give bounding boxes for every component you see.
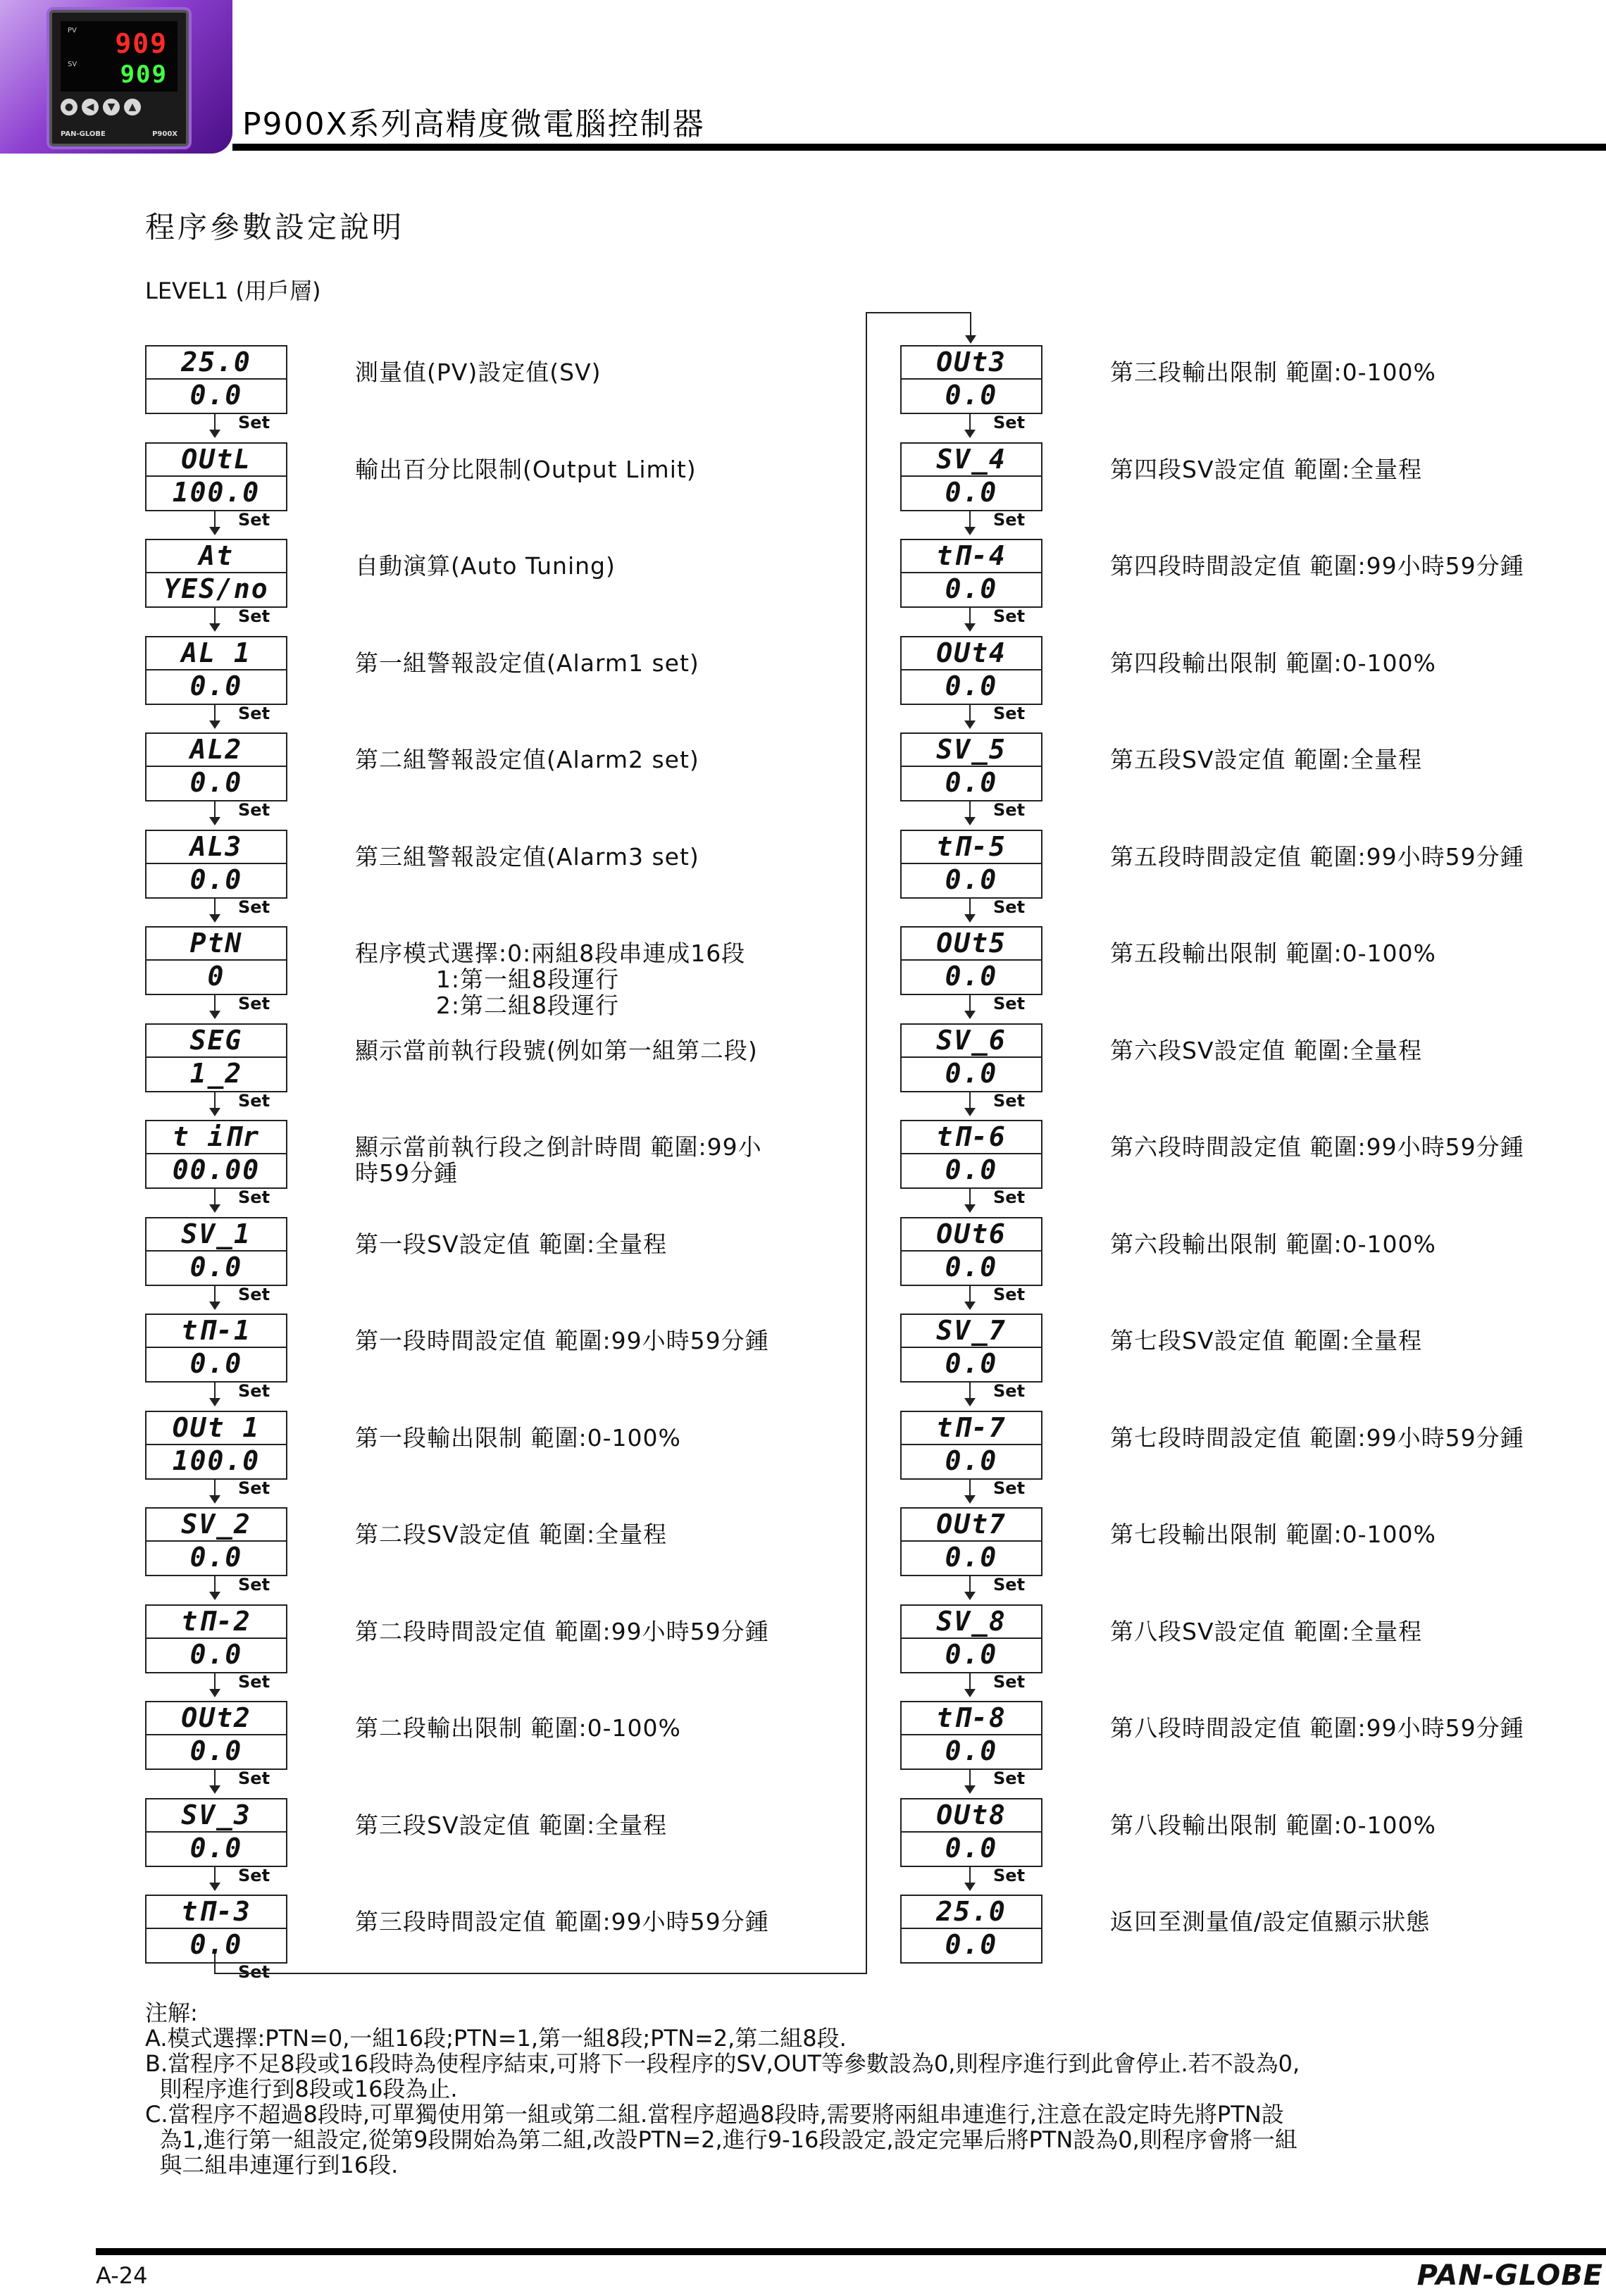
set-key-label: Set xyxy=(993,1768,1026,1788)
set-key-label: Set xyxy=(238,1478,270,1498)
set-key-label: Set xyxy=(238,413,270,432)
display-value: 0.0 xyxy=(945,1735,998,1766)
display-value: 0.0 xyxy=(945,1154,998,1185)
display-value: 100.0 xyxy=(172,476,261,508)
set-key-label: Set xyxy=(238,1284,270,1304)
display-value: 0.0 xyxy=(945,573,998,604)
set-key-label: Set xyxy=(993,897,1026,917)
display-value: 0.0 xyxy=(189,670,243,701)
display-parameter: OUt4 xyxy=(902,637,1041,670)
display-value: 0.0 xyxy=(945,1445,998,1476)
pv-label: PV xyxy=(68,27,77,35)
step-description: 第三組警報設定值(Alarm3 set) xyxy=(355,842,699,871)
display-value: 0.0 xyxy=(189,1348,243,1379)
step-description: 程序模式選擇:0:兩組8段串連成16段 1:第一組8段運行 2:第二組8段運行 xyxy=(355,940,746,1019)
sv-value: 909 xyxy=(120,61,168,89)
display-value: 0.0 xyxy=(189,1638,243,1670)
display-value: 0.0 xyxy=(189,380,243,411)
display-value: 0.0 xyxy=(945,1638,998,1670)
step-description: 顯示當前執行段號(例如第一組第二段) xyxy=(355,1036,758,1064)
set-key-label: Set xyxy=(993,1090,1026,1111)
step-description: 第二段SV設定值 範圍:全量程 xyxy=(355,1521,668,1548)
document-title: P900X系列高精度微電腦控制器 xyxy=(242,106,705,142)
display-value: 0.0 xyxy=(945,1057,998,1089)
footer-rule xyxy=(96,2248,1606,2255)
display-parameter: SV_2 xyxy=(147,1509,286,1542)
display-parameter: OUt7 xyxy=(902,1509,1041,1542)
notes-lines xyxy=(145,2026,1300,2178)
set-key-icon: ● xyxy=(61,99,77,116)
step-description: 第七段輸出限制 範圍:0-100% xyxy=(1110,1521,1436,1548)
display-parameter: tΠ-3 xyxy=(147,1896,286,1929)
sv-label: SV xyxy=(68,61,77,68)
step-description: 第五段時間設定值 範圍:99小時59分鍾 xyxy=(1110,842,1524,871)
set-key-label: Set xyxy=(993,1381,1026,1401)
set-key-label: Set xyxy=(238,509,270,530)
display-parameter: tΠ-5 xyxy=(902,831,1041,864)
display-value: YES/no xyxy=(163,573,269,604)
device-brand: PAN-GLOBE xyxy=(61,130,106,138)
notes-block xyxy=(145,2000,1300,2178)
display-parameter: OUt2 xyxy=(147,1702,286,1735)
display-parameter: AL 1 xyxy=(147,637,286,670)
display-value: 0.0 xyxy=(945,1348,998,1379)
step-description: 第四段SV設定值 範圍:全量程 xyxy=(1110,455,1423,483)
step-description: 第六段時間設定值 範圍:99小時59分鍾 xyxy=(1110,1133,1524,1161)
display-value: 0.0 xyxy=(945,961,998,992)
set-key-label: Set xyxy=(238,897,270,917)
step-description: 第四段時間設定值 範圍:99小時59分鍾 xyxy=(1110,552,1524,580)
display-value: 0.0 xyxy=(189,1929,243,1960)
section-title: 程序參數設定說明 xyxy=(145,210,405,244)
set-key-label: Set xyxy=(993,413,1026,432)
display-parameter: tΠ-2 xyxy=(147,1606,286,1639)
display-parameter: OUt5 xyxy=(902,928,1041,961)
page-number: A-24 xyxy=(96,2262,148,2289)
set-key-label: Set xyxy=(238,703,270,723)
display-value: 0.0 xyxy=(945,380,998,411)
display-value: 0.0 xyxy=(945,1832,998,1864)
display-value: 0.0 xyxy=(945,767,998,798)
display-value: 0.0 xyxy=(945,1929,998,1960)
set-key-label: Set xyxy=(238,1768,270,1788)
display-parameter: OUt3 xyxy=(902,347,1041,380)
display-value: 0.0 xyxy=(189,1542,243,1573)
display-parameter: SV_7 xyxy=(902,1315,1041,1348)
set-key-label: Set xyxy=(993,1478,1026,1498)
set-key-label: Set xyxy=(993,606,1026,626)
step-description: 第四段輸出限制 範圍:0-100% xyxy=(1110,649,1436,677)
step-description: 第二段輸出限制 範圍:0-100% xyxy=(355,1714,681,1742)
set-key-label: Set xyxy=(238,606,270,626)
display-parameter: tΠ-4 xyxy=(902,540,1041,573)
display-parameter: SV_8 xyxy=(902,1606,1041,1639)
display-value: 0.0 xyxy=(189,1251,243,1283)
step-description: 第六段SV設定值 範圍:全量程 xyxy=(1110,1036,1423,1064)
display-parameter: SV_1 xyxy=(147,1218,286,1252)
step-description: 第一段輸出限制 範圍:0-100% xyxy=(355,1423,681,1452)
step-description: 第八段輸出限制 範圍:0-100% xyxy=(1110,1811,1436,1839)
display-value: 0.0 xyxy=(189,863,243,895)
step-description: 測量值(PV)設定值(SV) xyxy=(355,358,602,386)
up-key-icon: ▲ xyxy=(124,99,141,116)
step-description: 第六段輸出限制 範圍:0-100% xyxy=(1110,1230,1436,1258)
display-value: 1_2 xyxy=(189,1057,243,1089)
set-key-label: Set xyxy=(993,703,1026,723)
step-description: 第五段輸出限制 範圍:0-100% xyxy=(1110,940,1436,967)
display-value: 0.0 xyxy=(189,1832,243,1864)
step-description: 第七段SV設定值 範圍:全量程 xyxy=(1110,1327,1423,1354)
display-parameter: OUt8 xyxy=(902,1799,1041,1833)
display-parameter: At xyxy=(147,540,286,573)
note-line: B.當程序不足8段或16段時為使程序結束,可將下一段程序的SV,OUT等參數設為0,則程序進行到此會停止.若不設為0, xyxy=(145,2050,1300,2077)
step-description: 第三段時間設定值 範圍:99小時59分鍾 xyxy=(355,1908,769,1935)
display-value: 0 xyxy=(207,961,225,992)
connector-arrow xyxy=(965,335,976,344)
connector-line xyxy=(215,313,971,1973)
device-model: P900X xyxy=(152,130,178,138)
set-key-label: Set xyxy=(993,509,1026,530)
display-parameter: 25.0 xyxy=(902,1896,1041,1929)
down-key-icon: ▼ xyxy=(103,99,120,116)
step-description: 第一段SV設定值 範圍:全量程 xyxy=(355,1230,668,1258)
set-key-label: Set xyxy=(993,800,1026,820)
footer-brand-logo: PAN-GLOBE xyxy=(1417,2259,1603,2292)
step-description: 自動演算(Auto Tuning) xyxy=(355,552,616,580)
step-description: 第二段時間設定值 範圍:99小時59分鍾 xyxy=(355,1617,769,1645)
display-parameter: tΠ-6 xyxy=(902,1121,1041,1154)
step-description: 顯示當前執行段之倒計時間 範圍:99小 時59分鍾 xyxy=(355,1133,762,1187)
set-key-label: Set xyxy=(238,1187,270,1207)
display-parameter: SV_5 xyxy=(902,734,1041,767)
display-value: 0.0 xyxy=(189,1735,243,1766)
display-parameter: AL2 xyxy=(147,734,286,767)
display-parameter: SEG xyxy=(147,1025,286,1058)
set-key-label: Set xyxy=(993,1575,1026,1595)
display-value: 0.0 xyxy=(945,1542,998,1573)
set-key-label: Set xyxy=(238,1671,270,1692)
set-key-label: Set xyxy=(238,994,270,1013)
set-key-label: Set xyxy=(993,1284,1026,1304)
set-key-label: Set xyxy=(238,1962,270,1982)
pv-value: 909 xyxy=(115,28,168,59)
display-parameter: 25.0 xyxy=(147,347,286,380)
display-value: 0.0 xyxy=(945,670,998,701)
display-parameter: tΠ-1 xyxy=(147,1315,286,1348)
step-description: 第三段SV設定值 範圍:全量程 xyxy=(355,1811,668,1839)
step-description: 第三段輸出限制 範圍:0-100% xyxy=(1110,358,1436,386)
set-key-label: Set xyxy=(238,1090,270,1111)
display-parameter: SV_3 xyxy=(147,1799,286,1833)
set-key-label: Set xyxy=(993,1671,1026,1692)
step-description: 第七段時間設定值 範圍:99小時59分鍾 xyxy=(1110,1423,1524,1452)
shift-key-icon: ◀ xyxy=(82,99,99,116)
display-parameter: OUt6 xyxy=(902,1218,1041,1252)
display-value: 0.0 xyxy=(945,1251,998,1283)
note-line: 則程序進行到8段或16段為止. xyxy=(145,2076,458,2102)
step-description: 第一段時間設定值 範圍:99小時59分鍾 xyxy=(355,1327,769,1354)
set-key-label: Set xyxy=(238,1381,270,1401)
set-key-label: Set xyxy=(993,1865,1026,1885)
display-parameter: OUt 1 xyxy=(147,1412,286,1445)
set-key-label: Set xyxy=(238,1865,270,1885)
step-description: 第一組警報設定值(Alarm1 set) xyxy=(355,649,699,677)
display-parameter: OUtL xyxy=(147,444,286,477)
step-description: 第五段SV設定值 範圍:全量程 xyxy=(1110,746,1423,773)
display-parameter: tΠ-7 xyxy=(902,1412,1041,1445)
display-parameter: SV_6 xyxy=(902,1025,1041,1058)
note-line: A.模式選擇:PTN=0,一組16段;PTN=1,第一組8段;PTN=2,第二組8段. xyxy=(145,2025,847,2052)
display-value: 00.00 xyxy=(172,1154,261,1185)
display-parameter: tΠ-8 xyxy=(902,1702,1041,1735)
set-key-label: Set xyxy=(238,1575,270,1595)
display-value: 0.0 xyxy=(945,476,998,508)
step-description: 第八段時間設定值 範圍:99小時59分鍾 xyxy=(1110,1714,1524,1742)
display-value: 100.0 xyxy=(172,1445,261,1476)
display-parameter: AL3 xyxy=(147,831,286,864)
set-key-label: Set xyxy=(238,800,270,820)
display-parameter: PtN xyxy=(147,928,286,961)
display-parameter: SV_4 xyxy=(902,444,1041,477)
level-title: LEVEL1 (用戶層) xyxy=(145,277,321,304)
set-key-label: Set xyxy=(993,994,1026,1013)
note-line: 為1,進行第一組設定,從第9段開始為第二組,改設PTN=2,進行9-16段設定,設定完畢后將PTN設為0,則程序會將一組 xyxy=(145,2126,1297,2153)
step-description: 返回至測量值/設定值顯示狀態 xyxy=(1110,1908,1431,1935)
step-description: 第八段SV設定值 範圍:全量程 xyxy=(1110,1617,1423,1645)
display-value: 0.0 xyxy=(945,863,998,895)
display-value: 0.0 xyxy=(189,767,243,798)
step-description: 第二組警報設定值(Alarm2 set) xyxy=(355,746,699,773)
display-parameter: t iΠr xyxy=(147,1121,286,1154)
notes-title: 注解: xyxy=(145,1999,198,2026)
step-description: 輸出百分比限制(Output Limit) xyxy=(355,455,697,483)
note-line: C.當程序不超過8段時,可單獨使用第一組或第二組.當程序超過8段時,需要將兩組串連進行,注意在設定時先將PTN設 xyxy=(145,2101,1284,2128)
set-key-label: Set xyxy=(993,1187,1026,1207)
note-line: 與二組串連運行到16段. xyxy=(145,2152,399,2178)
